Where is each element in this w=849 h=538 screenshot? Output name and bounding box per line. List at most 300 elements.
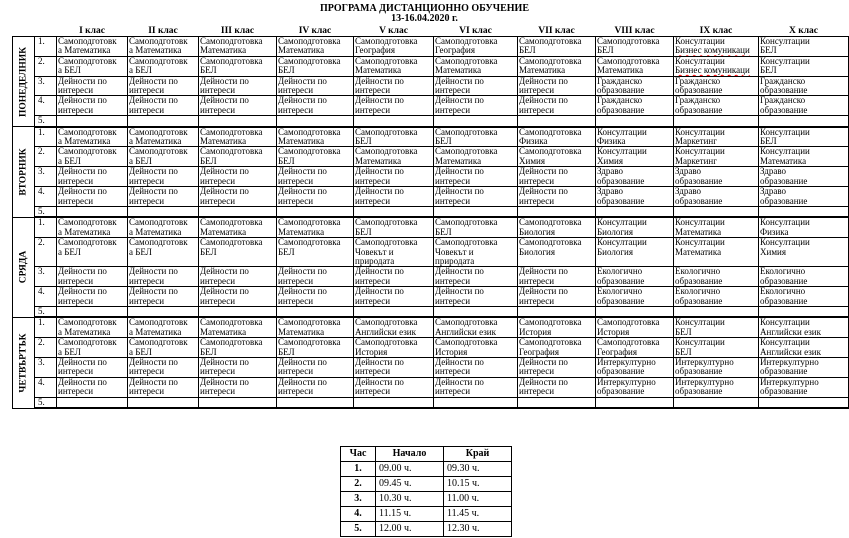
cell-line: а БЕЛ [58, 155, 81, 166]
cell-line: Дейности по [278, 357, 327, 367]
cell-line: Консултации [597, 126, 647, 137]
schedule-cell [57, 116, 128, 127]
schedule-cell [518, 338, 596, 358]
period-number: 3. [35, 267, 57, 287]
cell-line: Дейности по [129, 76, 178, 86]
cell-line: а БЕЛ [129, 346, 152, 357]
schedule-row [13, 187, 849, 207]
cell-line: Дейности по [519, 95, 568, 106]
hours-row [341, 477, 512, 492]
schedule-cell [518, 306, 596, 317]
schedule-row [13, 116, 849, 127]
cell-line: Математика [597, 65, 644, 76]
cell-line: интереси [519, 175, 555, 186]
cell-line: Самоподготовк [58, 36, 117, 46]
schedule-cell [128, 306, 199, 317]
cell-line: Дейности по [435, 95, 484, 106]
cell-line: Математика [760, 155, 807, 166]
cell-line: Дейности по [58, 357, 107, 367]
schedule-cell [674, 238, 759, 267]
schedule-cell [434, 377, 518, 397]
schedule-cell [277, 116, 354, 127]
period-number: 2. [35, 238, 57, 267]
schedule-cell [596, 377, 674, 397]
cell-line: Дейности по [58, 377, 107, 387]
cell-line: История [435, 346, 468, 357]
cell-line: Консултации [675, 237, 725, 248]
day-label [13, 217, 35, 317]
schedule-cell [434, 317, 518, 337]
period-number: 4. [35, 187, 57, 207]
hours-col-header: Начало [376, 447, 444, 462]
hour-start: 09.00 ч. [376, 462, 444, 477]
cell-line: Консултации [760, 237, 810, 248]
cell-line: интереси [435, 195, 471, 206]
cell-line: Дейности по [355, 186, 404, 197]
cell-line: интереси [355, 175, 391, 186]
cell-line: Самоподготовка [200, 237, 263, 248]
schedule-cell [596, 206, 674, 217]
cell-line: Математика [435, 155, 482, 166]
hour-number: 5. [341, 522, 376, 537]
schedule-cell [128, 217, 199, 237]
cell-line: Дейности по [129, 95, 178, 106]
cell-line: Дейности по [435, 166, 484, 177]
cell-line: Математика [278, 226, 325, 237]
cell-line: Самоподготовка [519, 36, 582, 46]
cell-line: интереси [435, 175, 471, 186]
cell-line: интереси [519, 275, 555, 286]
cell-line: а Математика [58, 326, 111, 337]
schedule-cell [759, 167, 849, 187]
cell-line: Дейности по [355, 95, 404, 106]
cell-line: Физика [519, 136, 548, 147]
class-header: IV клас [277, 25, 354, 37]
cell-line: Консултации [760, 56, 810, 66]
schedule-cell [277, 127, 354, 147]
cell-line: а БЕЛ [129, 246, 152, 257]
schedule-cell [128, 377, 199, 397]
cell-line: образование [760, 104, 808, 115]
schedule-cell [128, 147, 199, 167]
cell-line: интереси [58, 85, 94, 96]
cell-line: Гражданско [675, 95, 721, 106]
cell-line: Гражданско [597, 95, 643, 106]
cell-line: Самоподготовка [435, 337, 498, 348]
cell-line: Дейности по [355, 76, 404, 86]
schedule-cell [434, 267, 518, 287]
schedule-cell [199, 127, 277, 147]
cell-line: Дейности по [58, 266, 107, 277]
schedule-header [13, 25, 849, 37]
schedule-row [13, 338, 849, 358]
schedule-cell [518, 358, 596, 378]
schedule-cell [759, 127, 849, 147]
cell-line: интереси [58, 295, 94, 306]
cell-line: интереси [278, 104, 314, 115]
schedule-cell [434, 238, 518, 267]
schedule-cell [518, 397, 596, 408]
schedule-cell [128, 397, 199, 408]
schedule-cell [674, 127, 759, 147]
period-number: 1. [35, 37, 57, 57]
schedule-cell [277, 338, 354, 358]
cell-line: БЕЛ [278, 346, 295, 357]
schedule-cell [199, 76, 277, 96]
cell-line: Самоподготовка [355, 146, 418, 157]
cell-line: Интеркултурно [597, 357, 656, 367]
cell-line: Самоподготовк [58, 126, 117, 137]
schedule-cell [199, 37, 277, 57]
cell-line: Самоподготовк [129, 337, 188, 348]
schedule-cell [596, 217, 674, 237]
schedule-row [13, 217, 849, 237]
cell-line: Химия [597, 155, 623, 166]
cell-line: образование [675, 195, 723, 206]
schedule-cell [277, 397, 354, 408]
hour-end: 11.45 ч. [444, 507, 512, 522]
cell-line: Самоподготовка [200, 56, 263, 66]
schedule-row [13, 147, 849, 167]
cell-line: БЕЛ [278, 246, 295, 257]
cell-line: Дейности по [278, 186, 327, 197]
schedule-cell [354, 287, 434, 307]
schedule-cell [57, 377, 128, 397]
schedule-cell [518, 287, 596, 307]
cell-line: БЕЛ [760, 65, 777, 76]
hour-start: 09.45 ч. [376, 477, 444, 492]
cell-line: Самоподготовка [435, 36, 498, 46]
schedule-cell [57, 338, 128, 358]
schedule-cell [759, 37, 849, 57]
schedule-cell [596, 116, 674, 127]
cell-line: Самоподготовка [435, 317, 498, 328]
schedule-cell [277, 217, 354, 237]
cell-line: Биология [597, 226, 634, 237]
cell-line: БЕЛ [200, 246, 217, 257]
page-dates: 13-16.04.2020 г. [391, 13, 458, 24]
cell-line: интереси [519, 85, 555, 96]
period-number: 4. [35, 96, 57, 116]
cell-line: Консултации [597, 237, 647, 248]
cell-line: Дейности по [58, 95, 107, 106]
cell-line: Консултации [675, 126, 725, 137]
period-number: 1. [35, 317, 57, 337]
cell-line: Гражданско [760, 76, 806, 86]
cell-line: Дейности по [129, 357, 178, 367]
cell-line: интереси [129, 386, 165, 397]
cell-line: интереси [58, 104, 94, 115]
cell-line: Консултации [675, 36, 725, 46]
cell-line: Консултации [675, 337, 725, 348]
cell-line: Здраво [760, 166, 787, 177]
day-name: ЧЕТВЪРТЪК [17, 333, 28, 393]
schedule-cell [128, 167, 199, 187]
schedule-cell [518, 56, 596, 76]
cell-line: Самоподготовка [519, 237, 582, 248]
cell-line: Самоподготовка [355, 36, 418, 46]
schedule-cell [57, 127, 128, 147]
schedule-cell [674, 147, 759, 167]
schedule-cell [674, 338, 759, 358]
cell-line: Математика [355, 155, 402, 166]
cell-line: Консултации [675, 317, 725, 328]
schedule-row [13, 377, 849, 397]
schedule-row [13, 96, 849, 116]
cell-line: Самоподготовка [355, 217, 418, 228]
cell-line: Самоподготовк [129, 237, 188, 248]
schedule-row [13, 167, 849, 187]
schedule-cell [199, 116, 277, 127]
cell-line: Самоподготовка [519, 56, 582, 66]
cell-line: а Математика [129, 226, 182, 237]
schedule-cell [434, 306, 518, 317]
cell-line: интереси [58, 275, 94, 286]
cell-line: Дейности по [435, 357, 484, 367]
cell-line: интереси [278, 195, 314, 206]
cell-line: БЕЛ [675, 326, 692, 337]
schedule-cell [759, 187, 849, 207]
schedule-cell [57, 397, 128, 408]
cell-line: БЕЛ [200, 65, 217, 76]
cell-line: Дейности по [129, 186, 178, 197]
cell-line: Екологично [675, 286, 721, 297]
schedule-cell [57, 358, 128, 378]
cell-line: а БЕЛ [129, 65, 152, 76]
schedule-cell [518, 147, 596, 167]
cell-line: а БЕЛ [129, 155, 152, 166]
hours-header [341, 447, 512, 462]
schedule-cell [57, 238, 128, 267]
schedule-cell [128, 267, 199, 287]
cell-line: Самоподготовка [355, 56, 418, 66]
hour-number: 3. [341, 492, 376, 507]
schedule-cell [434, 397, 518, 408]
cell-line: Самоподготовк [58, 337, 117, 348]
schedule-cell [199, 56, 277, 76]
cell-line: Маркетинг [675, 155, 717, 166]
cell-line: Самоподготовк [58, 56, 117, 66]
cell-line: БЕЛ [597, 45, 614, 56]
cell-line: интереси [435, 366, 471, 377]
hours-row [341, 507, 512, 522]
schedule-cell [354, 217, 434, 237]
cell-line: Самоподготовка [200, 36, 263, 46]
cell-line: Здраво [597, 166, 624, 177]
hour-number: 2. [341, 477, 376, 492]
schedule-cell [199, 238, 277, 267]
cell-line: а БЕЛ [58, 246, 81, 257]
schedule-cell [518, 37, 596, 57]
cell-line: Човекът и [435, 246, 474, 257]
schedule-cell [199, 206, 277, 217]
cell-line: Консултации [597, 146, 647, 157]
schedule-cell [759, 206, 849, 217]
schedule-cell [596, 127, 674, 147]
cell-line: Дейности по [519, 377, 568, 387]
cell-line: Самоподготовка [597, 36, 660, 46]
schedule-cell [759, 96, 849, 116]
page-title: ПРОГРАМА ДИСТАНЦИОННО ОБУЧЕНИЕ [319, 3, 529, 14]
schedule-cell [674, 217, 759, 237]
cell-line: образование [760, 275, 808, 286]
cell-line: Самоподготовка [200, 337, 263, 348]
cell-line: Самоподготовк [129, 36, 188, 46]
cell-line: интереси [200, 275, 236, 286]
schedule-cell [518, 76, 596, 96]
schedule-cell [674, 267, 759, 287]
schedule-cell [354, 338, 434, 358]
period-number: 5. [35, 306, 57, 317]
cell-line: Самоподготовка [278, 337, 341, 348]
cell-line: БЕЛ [760, 45, 777, 56]
schedule-row [13, 37, 849, 57]
cell-line: География [597, 346, 637, 357]
schedule-cell [674, 56, 759, 76]
cell-line: Консултации [760, 126, 810, 137]
cell-line: Самоподготовка [597, 317, 660, 328]
schedule-cell [434, 37, 518, 57]
cell-line: Здраво [675, 186, 702, 197]
schedule-cell [128, 56, 199, 76]
cell-line: Самоподготовка [200, 217, 263, 228]
cell-line: Дейности по [435, 186, 484, 197]
cell-line: Дейности по [355, 377, 404, 387]
cell-line: интереси [435, 104, 471, 115]
cell-line: Самоподготовка [597, 56, 660, 66]
cell-line: Дейности по [435, 286, 484, 297]
cell-line: Самоподготовка [435, 126, 498, 137]
cell-line: Здраво [760, 186, 787, 197]
day-label [13, 37, 35, 127]
schedule-cell [759, 358, 849, 378]
schedule-cell [674, 167, 759, 187]
period-number: 3. [35, 358, 57, 378]
cell-line: интереси [435, 386, 471, 397]
schedule-cell [596, 267, 674, 287]
cell-line: Английски език [355, 326, 416, 337]
schedule-cell [128, 37, 199, 57]
cell-line: интереси [519, 366, 555, 377]
schedule-cell [596, 96, 674, 116]
schedule-cell [759, 317, 849, 337]
cell-line: интереси [58, 175, 94, 186]
cell-line: Самоподготовка [278, 146, 341, 157]
cell-line: интереси [355, 275, 391, 286]
schedule-cell [759, 397, 849, 408]
schedule-cell [674, 96, 759, 116]
schedule-cell [759, 217, 849, 237]
class-header: I клас [57, 25, 128, 37]
cell-line: Дейности по [200, 76, 249, 86]
cell-line: а Математика [129, 45, 182, 56]
schedule-cell [277, 76, 354, 96]
cell-line: интереси [355, 85, 391, 96]
schedule-cell [199, 167, 277, 187]
cell-line: образование [760, 175, 808, 186]
schedule-cell [57, 317, 128, 337]
cell-line: Самоподготовка [355, 337, 418, 348]
cell-line: Дейности по [200, 377, 249, 387]
cell-line: Интеркултурно [597, 377, 656, 387]
cell-line: Дейности по [200, 95, 249, 106]
schedule-cell [199, 338, 277, 358]
cell-line: Дейности по [129, 286, 178, 297]
schedule-cell [434, 338, 518, 358]
schedule-cell [596, 56, 674, 76]
schedule-cell [596, 287, 674, 307]
day-label [13, 317, 35, 408]
schedule-cell [674, 37, 759, 57]
cell-line: Дейности по [519, 286, 568, 297]
cell-line: интереси [200, 195, 236, 206]
schedule-cell [277, 96, 354, 116]
cell-line: Интеркултурно [675, 357, 734, 367]
cell-line: Самоподготовк [129, 217, 188, 228]
schedule-cell [354, 206, 434, 217]
schedule-cell [434, 217, 518, 237]
cell-line: Самоподготовка [435, 56, 498, 66]
cell-line: Дейности по [200, 357, 249, 367]
cell-line: Самоподготовка [519, 337, 582, 348]
period-number: 2. [35, 56, 57, 76]
hours-row [341, 522, 512, 537]
period-number: 1. [35, 217, 57, 237]
cell-line: а Математика [58, 45, 111, 56]
cell-line: Самоподготовка [519, 126, 582, 137]
cell-line: Биология [597, 246, 634, 257]
cell-line: Математика [675, 226, 722, 237]
cell-line: Консултации [597, 217, 647, 228]
schedule-cell [759, 338, 849, 358]
schedule-cell [57, 267, 128, 287]
cell-line: Бизнес комуникаци [675, 45, 750, 56]
schedule-cell [128, 317, 199, 337]
hours-table [340, 446, 512, 537]
cell-line: Самоподготовка [435, 146, 498, 157]
cell-line: БЕЛ [435, 136, 452, 147]
cell-line: География [435, 45, 475, 56]
cell-line: образование [675, 175, 723, 186]
cell-line: образование [760, 386, 808, 397]
schedule-cell [518, 206, 596, 217]
cell-line: Математика [200, 45, 247, 56]
hour-number: 1. [341, 462, 376, 477]
schedule-cell [596, 37, 674, 57]
cell-line: БЕЛ [278, 155, 295, 166]
schedule-cell [354, 37, 434, 57]
cell-line: Дейности по [355, 266, 404, 277]
cell-line: Самоподготовка [519, 317, 582, 328]
schedule-cell [518, 187, 596, 207]
hour-end: 10.15 ч. [444, 477, 512, 492]
period-number: 5. [35, 116, 57, 127]
cell-line: образование [597, 295, 645, 306]
schedule-row [13, 287, 849, 307]
cell-line: Дейности по [278, 286, 327, 297]
schedule-cell [674, 116, 759, 127]
schedule-cell [596, 317, 674, 337]
cell-line: интереси [200, 295, 236, 306]
cell-line: Екологично [675, 266, 721, 277]
schedule-cell [759, 56, 849, 76]
cell-line: образование [597, 104, 645, 115]
cell-line: Математика [278, 326, 325, 337]
cell-line: Самоподготовка [355, 237, 418, 248]
period-number: 3. [35, 76, 57, 96]
schedule-cell [354, 147, 434, 167]
cell-line: интереси [519, 104, 555, 115]
